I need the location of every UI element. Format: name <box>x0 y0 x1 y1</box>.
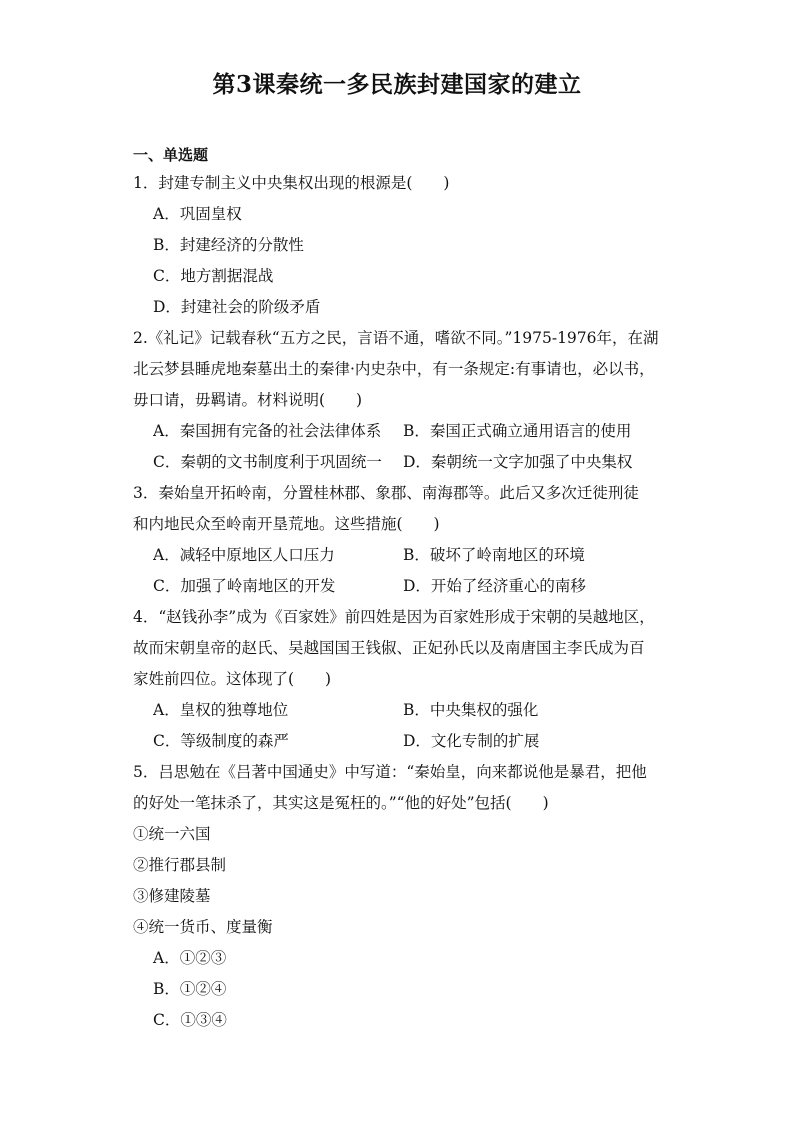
question-4-option-c: C．等级制度的森严 <box>153 732 289 750</box>
question-1-option-a: A．巩固皇权 <box>153 205 242 223</box>
question-4-stem-line: 家姓前四位。这体现了( ) <box>133 670 332 688</box>
question-1-option-c: C．地方割据混战 <box>153 267 274 285</box>
question-3-options-row <box>133 571 663 602</box>
question-4-options-row <box>133 726 663 757</box>
question-4-stem-line: 故而宋朝皇帝的赵氏、吴越国国王钱俶、正妃孙氏以及南唐国主李氏成为百 <box>133 639 645 657</box>
question-1-option-d: D．封建社会的阶级矛盾 <box>153 298 321 316</box>
question-3-stem-line: 和内地民众至岭南开垦荒地。这些措施( ) <box>133 515 440 533</box>
question-2-stem-line: 毋口请，毋羁请。材料说明( ) <box>133 391 363 409</box>
question-5-item-4: ④统一货币、度量衡 <box>133 918 273 936</box>
question-5-item-3: ③修建陵墓 <box>133 887 211 905</box>
question-3-option-c: C．加强了岭南地区的开发 <box>153 577 336 595</box>
question-4-option-d: D．文化专制的扩展 <box>403 732 540 750</box>
question-1-stem: 1．封建专制主义中央集权出现的根源是( ) <box>133 174 450 192</box>
question-1-option-b: B．封建经济的分散性 <box>153 236 304 254</box>
question-2-stem-line: 北云梦县睡虎地秦墓出土的秦律·内史杂中，有一条规定:有事请也，必以书， <box>133 360 655 378</box>
question-3-stem-line: 3．秦始皇开拓岭南，分置桂林郡、象郡、南海郡等。此后又多次迁徙刑徒 <box>133 484 639 502</box>
question-5-item-1: ①统一六国 <box>133 825 211 843</box>
question-5-option-c: C．①③④ <box>153 1011 227 1029</box>
question-3-option-d: D．开始了经济重心的南移 <box>403 577 586 595</box>
question-2-option-d: D．秦朝统一文字加强了中央集权 <box>403 453 633 471</box>
question-3-option-b: B．破坏了岭南地区的环境 <box>403 546 585 564</box>
question-3-option-a: A．减轻中原地区人口压力 <box>153 546 335 564</box>
question-2-options-row <box>133 416 663 447</box>
question-2-option-b: B．秦国正式确立通用语言的使用 <box>403 422 632 440</box>
question-list <box>133 168 663 1036</box>
question-2-option-a: A．秦国拥有完备的社会法律体系 <box>153 422 382 440</box>
question-2-options-row <box>133 447 663 478</box>
page-title: 第3课秦统一多民族封建国家的建立 <box>212 71 582 98</box>
question-2-option-c: C．秦朝的文书制度利于巩固统一 <box>153 453 382 471</box>
question-4-stem-line: 4．“赵钱孙李”成为《百家姓》前四姓是因为百家姓形成于宋朝的吴越地区， <box>133 608 655 626</box>
question-4-option-b: B．中央集权的强化 <box>403 701 539 719</box>
question-5-option-a: A．①②③ <box>153 949 227 967</box>
question-5-stem-line: 5．吕思勉在《吕著中国通史》中写道：“秦始皇，向来都说他是暴君，把他 <box>133 763 647 781</box>
question-5-option-b: B．①②④ <box>153 980 227 998</box>
question-5-stem-line: 的好处一笔抹杀了，其实这是冤枉的。”“他的好处”包括( ) <box>133 794 549 812</box>
question-4-option-a: A．皇权的独尊地位 <box>153 701 289 719</box>
question-3-options-row <box>133 540 663 571</box>
question-2-stem-line: 2.《礼记》记载春秋“五方之民，言语不通，嗜欲不同。”1975-1976年，在湖 <box>133 329 659 347</box>
section-heading: 一、单选题 <box>133 146 209 164</box>
question-5-item-2: ②推行郡县制 <box>133 856 227 874</box>
question-4-options-row <box>133 695 663 726</box>
